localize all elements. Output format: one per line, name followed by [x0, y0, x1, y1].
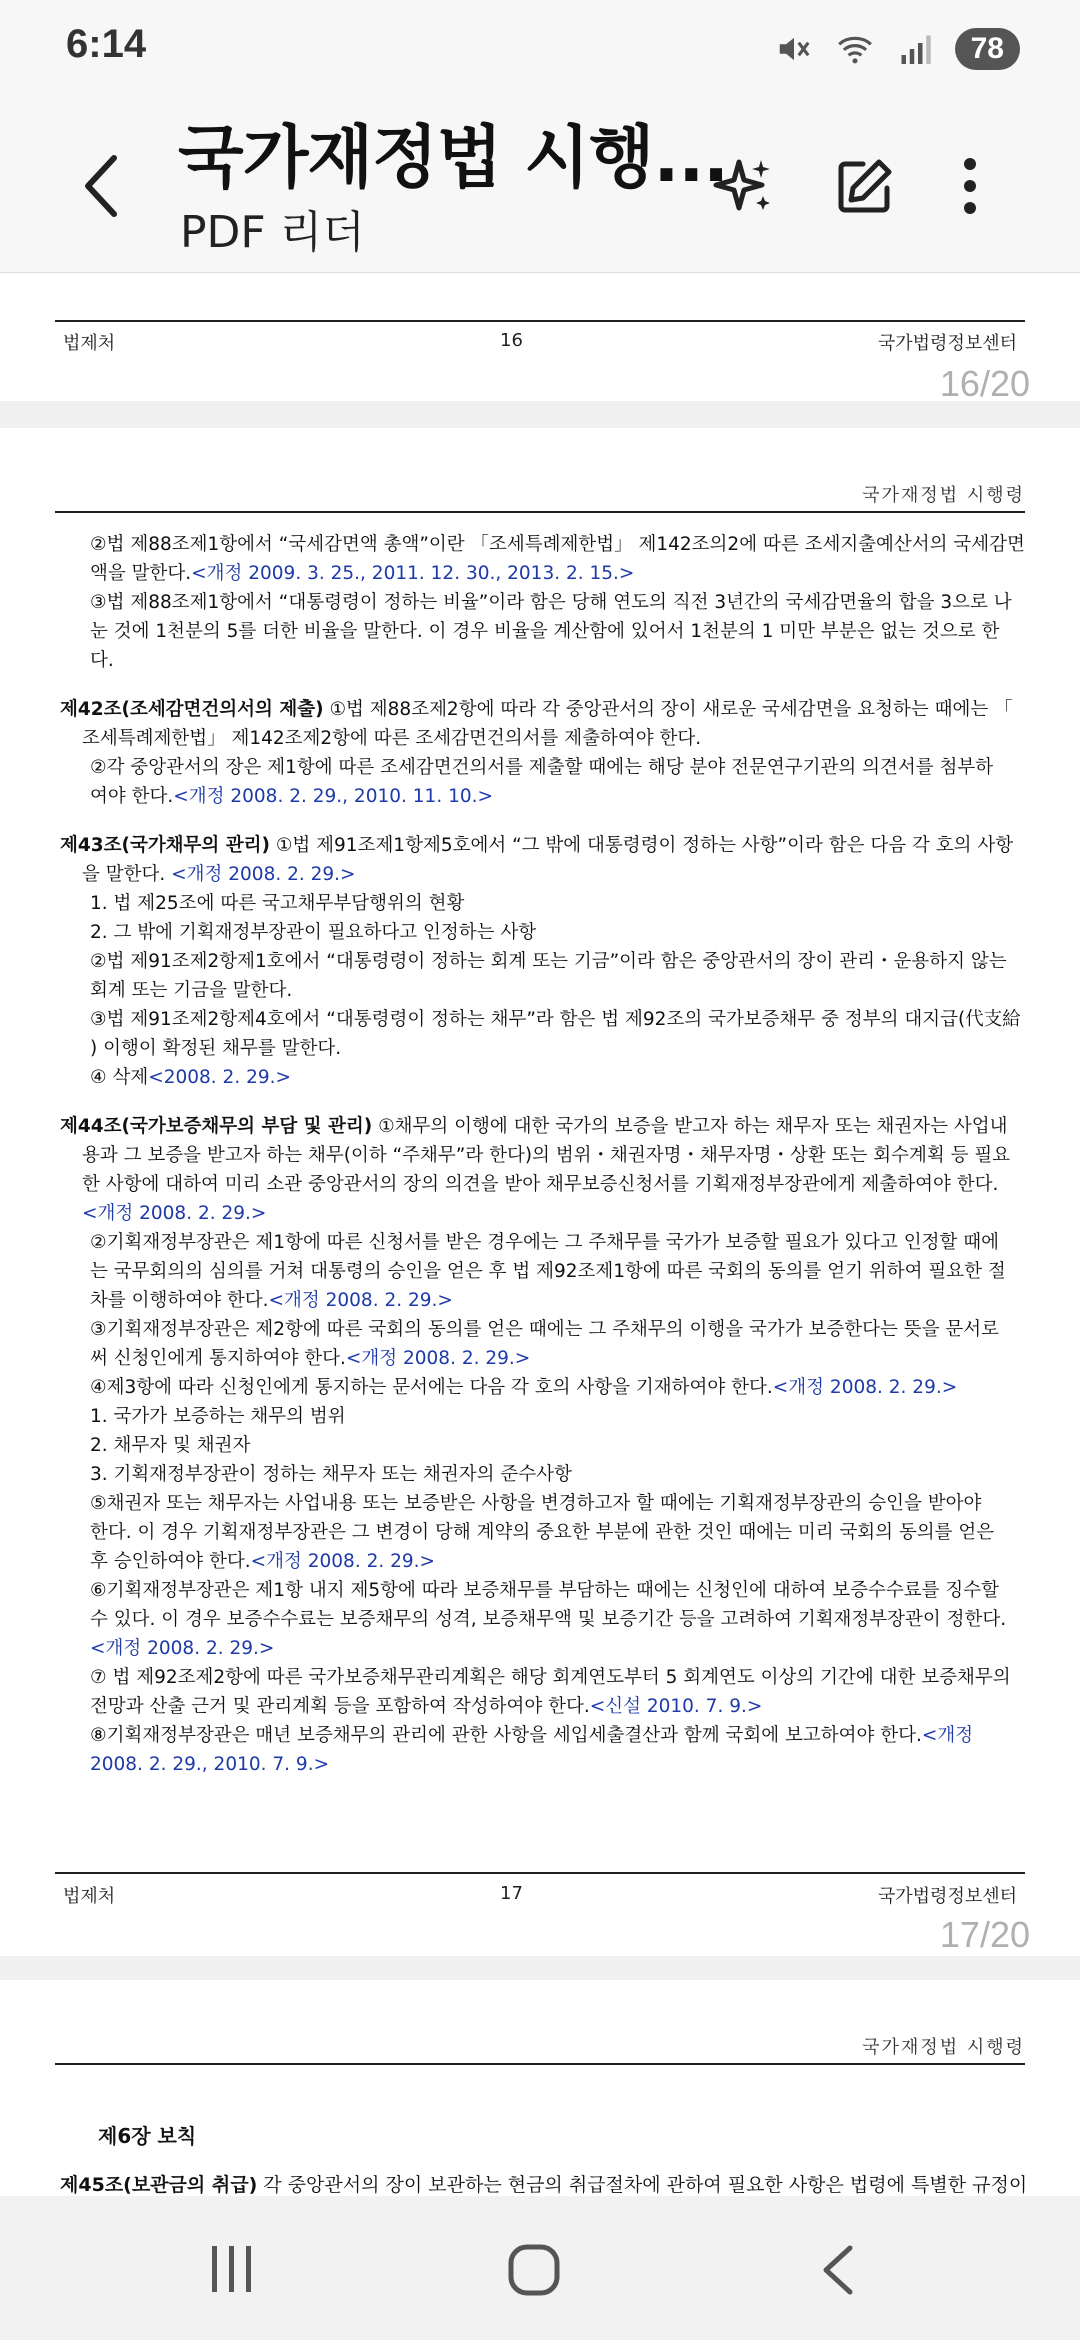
text-line: 용과 그 보증을 받고자 하는 채무(이하 “주채무”라 한다)의 범위・채권자명・채무자명・상환 또는 회수계획 등 필요	[82, 1145, 1011, 1166]
app-bar	[0, 100, 1080, 273]
article-heading: 제44조(국가보증채무의 부담 및 관리)	[60, 1116, 373, 1137]
clock: 6:14	[66, 22, 147, 66]
text-line: ②법 제91조제2항제1호에서 “대통령령이 정하는 회계 또는 기금”이라 함은 중앙관서의 장이 관리・운용하지 않는	[90, 951, 1007, 972]
footer-rule	[55, 320, 1025, 322]
text-line: 한다. 이 경우 기획재정부장관은 그 변경이 당해 계약의 중요한 부분에 관한 것인 때에는 미리 국회의 동의를 얻은	[90, 1522, 995, 1543]
pdf-page-18	[0, 1980, 1080, 2196]
text-line: 액을 말한다.<개정 2009. 3. 25., 2011. 12. 30., 2013. 2. 15.>	[90, 563, 635, 584]
footer-left: 법제처	[63, 333, 116, 354]
revision-note: <개정 2008. 2. 29.>	[90, 1638, 275, 1659]
document-title: 국가재정법 시행...	[178, 119, 728, 198]
app-subtitle: PDF 리더	[180, 207, 365, 258]
footer-right: 국가법령정보센터	[877, 333, 1017, 354]
text-line: ) 이행이 확정된 채무를 말한다.	[90, 1038, 342, 1059]
edit-button[interactable]	[830, 146, 900, 226]
battery-indicator: 78	[955, 28, 1020, 70]
article-42	[60, 695, 1030, 811]
article-41-continued	[60, 530, 1030, 675]
back-arrow-icon	[70, 146, 130, 226]
text-line: 차를 이행하여야 한다.<개정 2008. 2. 29.>	[90, 1290, 453, 1311]
text-line: 을 말한다. <개정 2008. 2. 29.>	[82, 864, 356, 885]
home-button[interactable]	[508, 2244, 560, 2300]
page-indicator: 17/20	[939, 1914, 1030, 1955]
text-line: ②각 중앙관서의 장은 제1항에 따른 조세감면건의서를 제출할 때에는 해당 분야 전문연구기관의 의견서를 첨부하	[90, 757, 994, 778]
text-line: ③법 제91조제2항제4호에서 “대통령령이 정하는 채무”라 함은 법 제92조의 국가보증채무 중 정부의 대지급(代支給	[90, 1009, 1021, 1030]
recents-button[interactable]	[208, 2244, 256, 2298]
text-line: 제42조(조세감면건의서의 제출) ①법 제88조제2항에 따라 각 중앙관서의 장이 새로운 국세감면을 요청하는 때에는 「	[60, 699, 1013, 720]
chapter-heading: 제6장 보칙	[98, 2124, 197, 2148]
text-line: ⑥기획재정부장관은 제1항 내지 제5항에 따라 보증채무를 부담하는 때에는 신청인에 대하여 보증수수료를 징수할	[90, 1580, 1000, 1601]
page-body	[60, 530, 1030, 1779]
revision-note: <개정 2008. 2. 29.>	[268, 1290, 453, 1311]
nav-back-button[interactable]	[818, 2244, 858, 2300]
revision-note: <개정 2008. 2. 29.>	[250, 1551, 436, 1572]
list-item: 3. 기획재정부장관이 정하는 채무자 또는 채권자의 준수사항	[90, 1464, 572, 1485]
recents-icon	[208, 2244, 256, 2294]
nav-back-icon	[818, 2244, 858, 2296]
text-line: 한 사항에 대하여 미리 소관 중앙관서의 장의 의견을 받아 채무보증신청서를 기획재정부장관에게 제출하여야 한다.	[82, 1174, 999, 1195]
status-bar	[0, 0, 1080, 100]
running-head: 국가재정법 시행령	[862, 2037, 1025, 2058]
text-line: ②법 제88조제1항에서 “국세감면액 총액”이란 「조세특례제한법」 제142조의2에 따른 조세지출예산서의 국세감면	[90, 534, 1025, 555]
text-line: 여야 한다.<개정 2008. 2. 29., 2010. 11. 10.>	[90, 786, 493, 807]
status-icons	[775, 28, 1020, 70]
text-line: 다.	[90, 650, 114, 671]
footer-rule	[55, 1872, 1025, 1874]
ai-button[interactable]	[710, 146, 780, 226]
system-nav-bar	[0, 2196, 1080, 2340]
article-44	[60, 1112, 1030, 1779]
revision-note: <2008. 2. 29.>	[148, 1067, 292, 1088]
text-line: ②기획재정부장관은 제1항에 따른 신청서를 받은 경우에는 그 주채무를 국가가 보증할 필요가 있다고 인정할 때에	[90, 1232, 1000, 1253]
text-line: ⑧기획재정부장관은 매년 보증채무의 관리에 관한 사항을 세입세출결산과 함께 국회에 보고하여야 한다.<개정	[90, 1725, 974, 1746]
footer-page-number: 16	[500, 330, 523, 351]
revision-note: <개정 2008. 2. 29.>	[345, 1348, 531, 1369]
back-button[interactable]	[70, 146, 130, 226]
mute-icon	[775, 30, 813, 68]
text-line: 써 신청인에게 통지하여야 한다.<개정 2008. 2. 29.>	[90, 1348, 531, 1369]
text-line: ③기획재정부장관은 제2항에 따른 국회의 동의를 얻은 때에는 그 주채무의 이행을 국가가 보증한다는 뜻을 문서로	[90, 1319, 1000, 1340]
list-item: 2. 채무자 및 채권자	[90, 1435, 251, 1456]
footer-right: 국가법령정보센터	[877, 1886, 1017, 1907]
article-heading: 제45조(보관금의 취급)	[60, 2174, 258, 2196]
header-rule	[55, 511, 1025, 513]
footer-page-number: 17	[500, 1883, 523, 1904]
revision-note: <신설 2010. 7. 9.>	[589, 1696, 763, 1717]
home-icon	[508, 2244, 560, 2296]
revision-note: <개정 2008. 2. 29.>	[772, 1377, 958, 1398]
text-line: 제44조(국가보증채무의 부담 및 관리) ①채무의 이행에 대한 국가의 보증을 받고자 하는 채무자 또는 채권자는 사업내	[60, 1116, 1008, 1137]
article-43	[60, 831, 1030, 1092]
revision-note: 2008. 2. 29., 2010. 7. 9.>	[90, 1754, 330, 1775]
article-heading: 제42조(조세감면건의서의 제출)	[60, 699, 324, 720]
edit-icon	[833, 154, 897, 218]
text-line: 제43조(국가채무의 관리) ①법 제91조제1항제5호에서 “그 밖에 대통령령이 정하는 사항”이라 함은 다음 각 호의 사항	[60, 835, 1014, 856]
sparkle-icon	[713, 154, 777, 218]
text-line: 수 있다. 이 경우 보증수수료는 보증채무의 성격, 보증채무액 및 보증기간 등을 고려하여 기획재정부장관이 정한다.	[90, 1609, 1007, 1630]
running-head: 국가재정법 시행령	[862, 485, 1025, 506]
list-item: 1. 국가가 보증하는 채무의 범위	[90, 1406, 346, 1427]
wifi-icon	[835, 30, 875, 68]
signal-icon	[897, 31, 933, 67]
article-45: 제45조(보관금의 취급) 각 중앙관서의 장이 보관하는 현금의 취급절차에 관하여 필요한 사항은 법령에 특별한 규정이	[60, 2174, 1028, 2196]
article-heading: 제43조(국가채무의 관리)	[60, 835, 270, 856]
revision-note: <개정 2008. 2. 29.>	[82, 1203, 267, 1224]
text-line: 조세특례제한법」 제142조제2항에 따른 조세감면건의서를 제출하여야 한다.	[82, 728, 702, 749]
revision-note: <개정	[921, 1725, 974, 1746]
text-line: ④제3항에 따라 신청인에게 통지하는 문서에는 다음 각 호의 사항을 기재하여야 한다.<개정 2008. 2. 29.>	[90, 1377, 958, 1398]
text-line: 는 국무회의의 심의를 거쳐 대통령의 승인을 얻은 후 법 제92조제1항에 따른 국회의 동의를 얻기 위하여 필요한 절	[90, 1261, 1006, 1282]
text-line: 전망과 산출 근거 및 관리계획 등을 포함하여 작성하여야 한다.<신설 2010. 7. 9.>	[90, 1696, 763, 1717]
text-line: 눈 것에 1천분의 5를 더한 비율을 말한다. 이 경우 비율을 계산함에 있어서 1천분의 1 미만 부분은 없는 것으로 한	[90, 621, 1000, 642]
more-options-button[interactable]	[935, 146, 1005, 226]
text-line: ⑦ 법 제92조제2항에 따른 국가보증채무관리계획은 해당 회계연도부터 5 회계연도 이상의 기간에 대한 보증채무의	[90, 1667, 1011, 1688]
text-line: ③법 제88조제1항에서 “대통령령이 정하는 비율”이라 함은 당해 연도의 직전 3년간의 국세감면율의 합을 3으로 나	[90, 592, 1012, 613]
list-item: 2. 그 밖에 기획재정부장관이 필요하다고 인정하는 사항	[90, 922, 537, 943]
text-line: ⑤채권자 또는 채무자는 사업내용 또는 보증받은 사항을 변경하고자 할 때에는 기획재정부장관의 승인을 받아야	[90, 1493, 982, 1514]
text-line: ④ 삭제<2008. 2. 29.>	[90, 1067, 292, 1088]
text-line: 후 승인하여야 한다.<개정 2008. 2. 29.>	[90, 1551, 436, 1572]
page-indicator: 16/20	[939, 363, 1030, 404]
list-item: 1. 법 제25조에 따른 국고채무부담행위의 현황	[90, 893, 465, 914]
more-vert-icon	[960, 154, 980, 218]
revision-note: <개정 2008. 2. 29.>	[171, 864, 356, 885]
header-rule	[55, 2063, 1025, 2065]
pdf-page-16	[0, 273, 1080, 404]
revision-note: <개정 2008. 2. 29., 2010. 11. 10.>	[173, 786, 493, 807]
text-line: 회계 또는 기금을 말한다.	[90, 980, 293, 1001]
revision-note: <개정 2009. 3. 25., 2011. 12. 30., 2013. 2. 15.>	[191, 563, 635, 584]
footer-left: 법제처	[63, 1886, 116, 1907]
